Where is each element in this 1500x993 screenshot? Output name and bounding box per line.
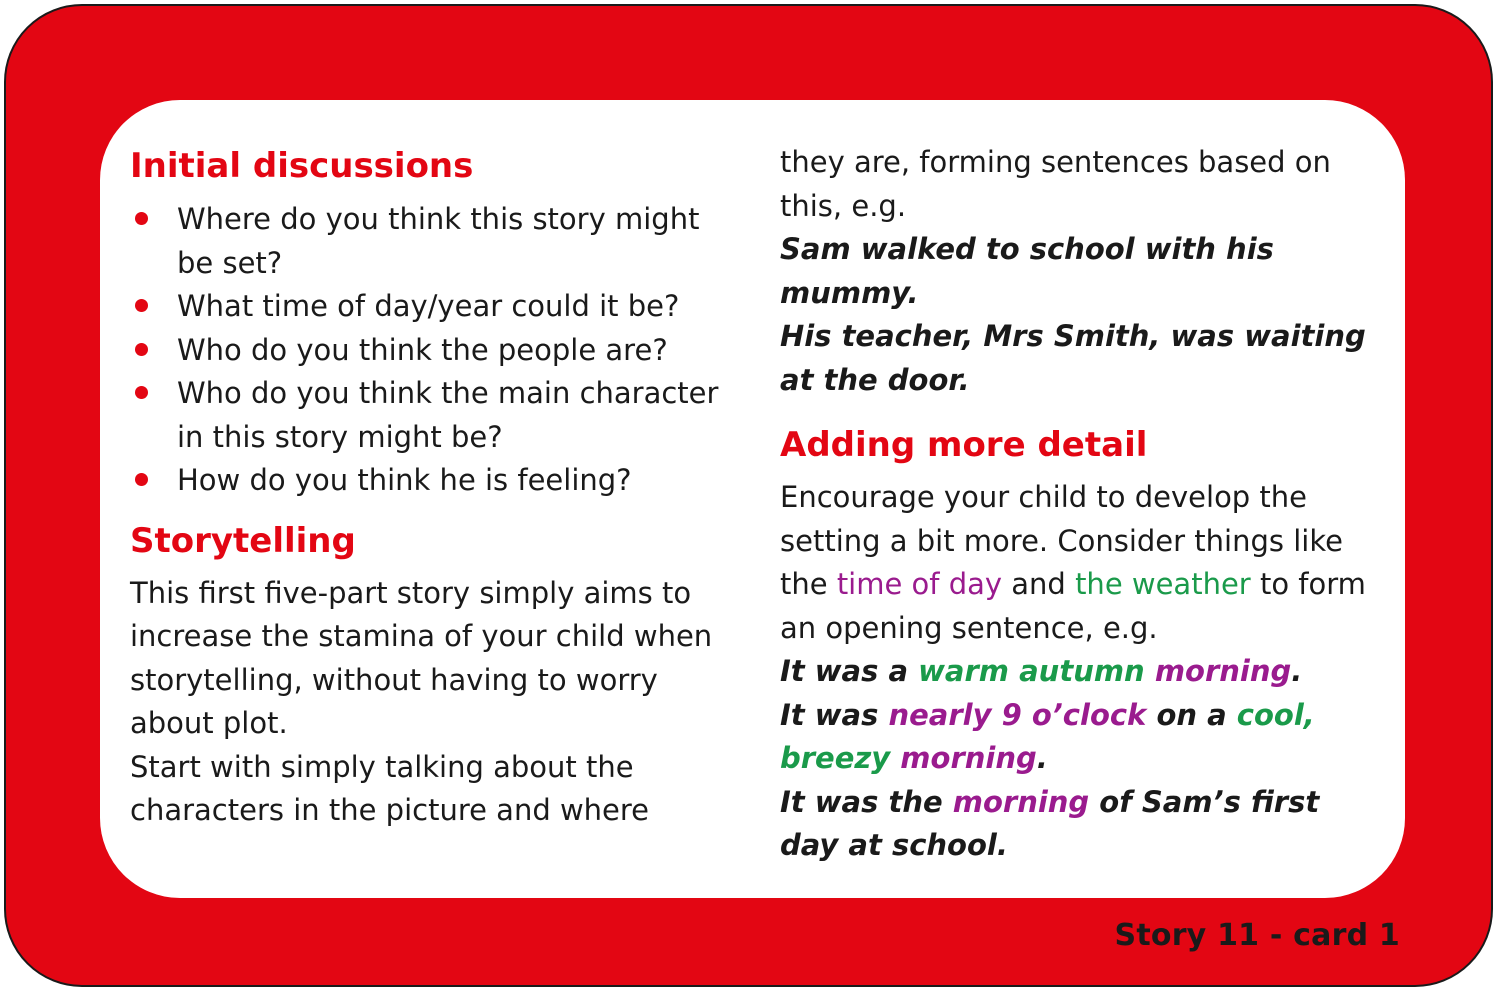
storytelling-heading: Storytelling xyxy=(130,520,356,561)
time-of-day-highlight: time of day xyxy=(836,567,1003,601)
bullet-dot-icon xyxy=(135,212,148,225)
example-text: on a xyxy=(1146,697,1237,732)
question-text: What time of day/year could it be? xyxy=(177,289,680,323)
detail-paragraph xyxy=(780,476,1380,650)
example-sentence xyxy=(780,650,1380,694)
detail-text: to form an opening sentence, e.g. xyxy=(780,567,1366,645)
detail-text: and xyxy=(1002,567,1076,601)
example-sentence: Sam walked to school with his mummy. xyxy=(780,232,1274,310)
discussion-questions-list xyxy=(130,198,740,503)
time-of-day-highlight: morning xyxy=(952,784,1090,819)
example-text xyxy=(1145,654,1155,688)
weather-highlight: cool, breezy xyxy=(780,697,1315,775)
left-column xyxy=(130,139,740,833)
list-item xyxy=(130,329,740,373)
bullet-dot-icon xyxy=(135,343,148,356)
example-text xyxy=(890,741,900,775)
time-of-day-highlight: nearly 9 o’clock xyxy=(888,697,1147,732)
example-text: . xyxy=(1036,741,1048,775)
question-text: How do you think he is feeling? xyxy=(177,463,632,497)
storytelling-paragraph: This first five-part story simply aims to increase the stamina of your child when storytelling, without having to worry about plot. xyxy=(130,575,713,740)
continued-paragraph: they are, forming sentences based on this, e.g. xyxy=(780,145,1331,223)
list-item xyxy=(130,372,740,459)
question-text: Who do you think the main character in this story might be? xyxy=(177,376,719,454)
list-item xyxy=(130,198,740,285)
example-text: It was a xyxy=(780,654,919,688)
time-of-day-highlight: morning xyxy=(900,741,1037,775)
adding-detail-heading: Adding more detail xyxy=(780,425,1148,465)
question-text: Who do you think the people are? xyxy=(177,332,668,367)
storytelling-paragraph-2: Start with simply talking about the characters in the picture and where xyxy=(130,749,650,827)
example-text: of Sam’s first day at school. xyxy=(780,784,1320,862)
question-text: Where do you think this story might be set? xyxy=(177,202,700,280)
right-column xyxy=(780,141,1380,868)
weather-highlight: the weather xyxy=(1075,567,1251,601)
example-text: It was xyxy=(780,697,889,732)
example-text: . xyxy=(1291,654,1303,688)
card-footer-label: Story 11 - card 1 xyxy=(1114,918,1400,953)
example-sentence xyxy=(780,694,1380,781)
bullet-dot-icon xyxy=(135,473,148,486)
bullet-dot-icon xyxy=(135,299,148,312)
list-item xyxy=(130,285,740,329)
example-sentence: His teacher, Mrs Smith, was waiting at the door. xyxy=(780,319,1366,397)
detail-text: Encourage your child to develop the setting a bit more. Consider things like the xyxy=(780,480,1343,601)
initial-discussions-heading: Initial discussions xyxy=(130,146,474,186)
list-item xyxy=(130,459,740,503)
example-sentence xyxy=(780,781,1380,868)
time-of-day-highlight: morning xyxy=(1154,654,1292,688)
weather-highlight: warm autumn xyxy=(918,654,1145,688)
bullet-dot-icon xyxy=(135,386,148,399)
example-text: It was the xyxy=(780,784,953,819)
